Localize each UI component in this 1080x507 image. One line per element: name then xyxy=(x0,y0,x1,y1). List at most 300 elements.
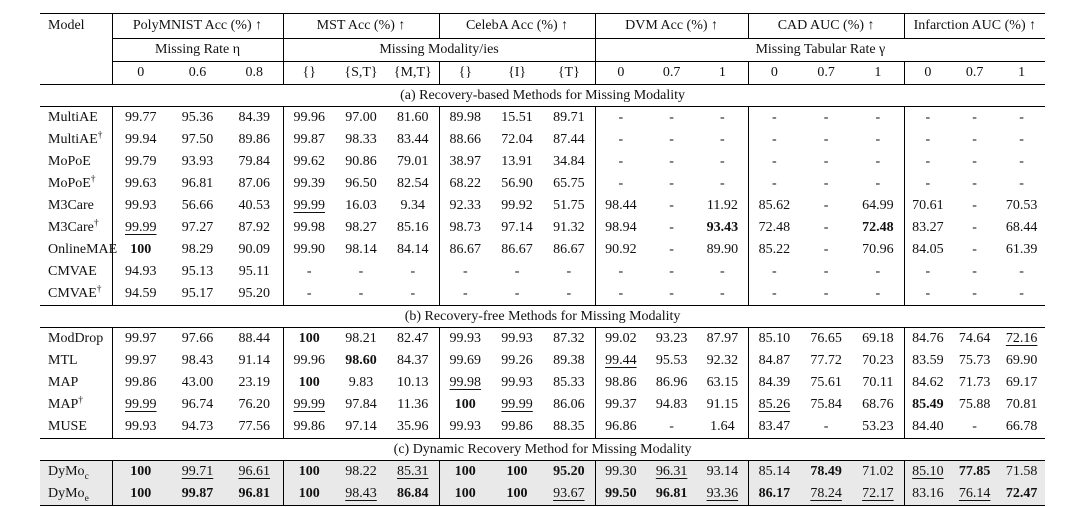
metric-cell xyxy=(595,372,646,394)
metric-value: 53.23 xyxy=(862,419,894,434)
tick-header: 0 xyxy=(112,62,169,85)
metric-cell xyxy=(169,107,226,130)
metric-cell xyxy=(335,261,387,283)
metric-value: 99.99 xyxy=(293,397,326,412)
metric-cell xyxy=(697,217,748,239)
metric-cell xyxy=(904,129,951,151)
metric-cell xyxy=(748,129,800,151)
table-row xyxy=(40,350,1045,372)
metric-value: 70.81 xyxy=(1005,397,1038,412)
metric-value: - xyxy=(823,132,829,147)
metric-cell xyxy=(439,129,491,151)
metric-cell xyxy=(335,416,387,439)
dagger-mark: † xyxy=(93,218,99,229)
metric-cell xyxy=(543,416,595,439)
metric-cell xyxy=(595,173,646,195)
metric-cell xyxy=(491,350,543,372)
metric-cell xyxy=(595,217,646,239)
model-name: ModDrop xyxy=(48,331,104,346)
metric-value: 72.48 xyxy=(862,220,894,235)
metric-cell xyxy=(439,350,491,372)
metric-value: 56.66 xyxy=(181,198,214,213)
metric-cell xyxy=(543,107,595,130)
tick-header: {M,T} xyxy=(387,62,439,85)
group-header-2: MST Acc (%) ↑ xyxy=(283,14,439,39)
metric-cell xyxy=(697,350,748,372)
metric-value: - xyxy=(772,264,777,279)
metric-value: - xyxy=(823,198,829,213)
metric-value: 100 xyxy=(130,486,152,501)
metric-cell xyxy=(283,461,335,484)
metric-value: 70.23 xyxy=(862,353,894,368)
metric-value: 100 xyxy=(506,464,528,479)
metric-value: 100 xyxy=(130,242,152,257)
metric-cell xyxy=(800,107,852,130)
metric-cell xyxy=(998,151,1045,173)
metric-cell xyxy=(800,173,852,195)
section-band xyxy=(40,85,1045,107)
metric-cell xyxy=(387,283,439,306)
metric-value: 99.99 xyxy=(501,397,533,412)
metric-cell xyxy=(904,372,951,394)
metric-value: 70.53 xyxy=(1005,198,1038,213)
metric-cell xyxy=(439,151,491,173)
metric-value: 99.94 xyxy=(125,132,157,147)
metric-cell xyxy=(169,261,226,283)
metric-cell xyxy=(852,483,904,506)
model-name: MoPoE xyxy=(48,154,91,169)
metric-value: 99.99 xyxy=(293,198,326,213)
metric-value: - xyxy=(669,242,674,257)
subheader-2: Missing Modality/ies xyxy=(283,39,595,62)
metric-cell xyxy=(951,394,998,416)
metric-value: - xyxy=(669,154,674,169)
metric-value: 70.11 xyxy=(862,375,894,390)
table-row xyxy=(40,129,1045,151)
metric-value: 99.26 xyxy=(501,353,533,368)
table-row xyxy=(40,217,1045,239)
metric-value: 38.97 xyxy=(449,154,482,169)
metric-value: - xyxy=(925,132,931,147)
metric-value: - xyxy=(720,176,725,191)
metric-cell xyxy=(852,416,904,439)
metric-cell xyxy=(904,283,951,306)
metric-cell xyxy=(951,483,998,506)
metric-value: 68.76 xyxy=(862,397,894,412)
metric-cell xyxy=(852,461,904,484)
metric-cell xyxy=(335,173,387,195)
metric-cell xyxy=(387,107,439,130)
metric-cell xyxy=(439,372,491,394)
metric-value: - xyxy=(618,110,624,125)
metric-cell xyxy=(904,416,951,439)
metric-cell xyxy=(748,217,800,239)
metric-cell xyxy=(998,461,1045,484)
table-row xyxy=(40,416,1045,439)
model-name: MUSE xyxy=(48,419,87,434)
metric-cell xyxy=(169,283,226,306)
table-row xyxy=(40,195,1045,217)
metric-cell xyxy=(169,372,226,394)
metric-cell xyxy=(951,107,998,130)
metric-cell xyxy=(998,328,1045,351)
metric-cell xyxy=(904,239,951,261)
metric-value: 96.86 xyxy=(605,419,637,434)
metric-cell xyxy=(998,129,1045,151)
metric-cell xyxy=(112,483,169,506)
metric-cell xyxy=(335,328,387,351)
metric-cell xyxy=(646,350,697,372)
metric-cell xyxy=(595,239,646,261)
metric-value: 70.96 xyxy=(862,242,894,257)
metric-cell xyxy=(283,129,335,151)
metric-cell xyxy=(800,217,852,239)
metric-cell xyxy=(998,261,1045,283)
metric-cell xyxy=(998,217,1045,239)
metric-value: - xyxy=(720,154,725,169)
metric-value: 78.49 xyxy=(810,464,842,479)
metric-cell xyxy=(226,239,283,261)
metric-cell xyxy=(800,261,852,283)
metric-value: - xyxy=(669,110,674,125)
metric-value: - xyxy=(925,154,931,169)
metric-value: 86.67 xyxy=(449,242,482,257)
metric-cell xyxy=(852,195,904,217)
metric-value: - xyxy=(306,264,312,279)
metric-cell xyxy=(748,461,800,484)
metric-value: 87.06 xyxy=(238,176,270,191)
metric-cell xyxy=(646,239,697,261)
metric-value: 99.87 xyxy=(181,486,214,501)
metric-cell xyxy=(226,173,283,195)
metric-cell xyxy=(283,239,335,261)
metric-cell xyxy=(112,328,169,351)
metric-cell xyxy=(169,394,226,416)
metric-cell xyxy=(646,416,697,439)
metric-cell xyxy=(543,283,595,306)
metric-cell xyxy=(491,283,543,306)
metric-cell xyxy=(852,129,904,151)
metric-cell xyxy=(646,394,697,416)
metric-value: 89.86 xyxy=(238,132,270,147)
metric-value: 15.51 xyxy=(501,110,533,125)
table-row xyxy=(40,151,1045,173)
metric-value: 98.94 xyxy=(605,220,637,235)
metric-value: 93.23 xyxy=(655,331,688,346)
metric-value: 99.71 xyxy=(181,464,214,479)
metric-value: 72.04 xyxy=(501,132,533,147)
metric-cell xyxy=(646,372,697,394)
metric-value: - xyxy=(972,264,977,279)
metric-value: 97.66 xyxy=(181,331,214,346)
tick-header: 0.7 xyxy=(800,62,852,85)
metric-cell xyxy=(226,461,283,484)
dagger-mark: † xyxy=(97,130,103,141)
metric-value: 99.69 xyxy=(449,353,482,368)
metric-value: - xyxy=(823,220,829,235)
metric-cell xyxy=(800,195,852,217)
table-row xyxy=(40,173,1045,195)
metric-value: 100 xyxy=(454,486,476,501)
metric-cell xyxy=(697,372,748,394)
metric-cell xyxy=(998,195,1045,217)
metric-cell xyxy=(387,372,439,394)
metric-value: - xyxy=(618,154,624,169)
metric-value: 99.96 xyxy=(293,110,326,125)
metric-value: 85.62 xyxy=(758,198,791,213)
metric-value: - xyxy=(410,264,416,279)
metric-value: 90.86 xyxy=(345,154,377,169)
metric-value: 84.62 xyxy=(912,375,944,390)
metric-cell xyxy=(595,151,646,173)
metric-value: - xyxy=(972,242,977,257)
metric-cell xyxy=(951,416,998,439)
metric-cell xyxy=(491,483,543,506)
metric-cell xyxy=(748,107,800,130)
metric-value: - xyxy=(875,176,881,191)
metric-value: 23.19 xyxy=(238,375,270,390)
metric-value: 91.15 xyxy=(706,397,739,412)
metric-cell xyxy=(283,261,335,283)
metric-cell xyxy=(904,328,951,351)
dagger-mark: † xyxy=(90,174,96,185)
metric-value: 97.84 xyxy=(345,397,377,412)
metric-value: 96.81 xyxy=(655,486,688,501)
metric-value: 99.99 xyxy=(125,397,157,412)
metric-cell xyxy=(904,350,951,372)
metric-value: - xyxy=(772,110,777,125)
metric-value: 13.91 xyxy=(501,154,533,169)
metric-value: - xyxy=(358,286,364,301)
metric-cell xyxy=(800,129,852,151)
metric-value: 98.14 xyxy=(345,242,377,257)
metric-cell xyxy=(169,350,226,372)
metric-value: 99.44 xyxy=(605,353,637,368)
metric-value: 88.35 xyxy=(553,419,585,434)
metric-value: 97.50 xyxy=(181,132,214,147)
section-title: (b) Recovery-free Methods for Missing Modality xyxy=(40,306,1045,328)
metric-cell xyxy=(646,173,697,195)
metric-cell xyxy=(543,372,595,394)
metric-cell xyxy=(169,416,226,439)
metric-value: 98.29 xyxy=(181,242,214,257)
table-row xyxy=(40,461,1045,484)
metric-value: 99.93 xyxy=(449,331,482,346)
metric-cell xyxy=(283,217,335,239)
metric-cell xyxy=(491,151,543,173)
subheader-3: Missing Tabular Rate γ xyxy=(595,39,1045,62)
metric-cell xyxy=(112,350,169,372)
metric-cell xyxy=(748,350,800,372)
metric-value: 99.50 xyxy=(605,486,637,501)
model-name: MAP† xyxy=(48,395,84,412)
metric-value: 77.85 xyxy=(958,464,991,479)
metric-value: 91.14 xyxy=(238,353,270,368)
metric-value: 85.16 xyxy=(397,220,429,235)
metric-value: 79.01 xyxy=(397,154,429,169)
metric-cell xyxy=(226,394,283,416)
metric-value: 87.92 xyxy=(238,220,270,235)
metric-value: - xyxy=(823,286,829,301)
metric-cell xyxy=(335,350,387,372)
metric-value: 96.61 xyxy=(238,464,270,479)
metric-cell xyxy=(697,283,748,306)
metric-cell xyxy=(387,416,439,439)
metric-cell xyxy=(748,394,800,416)
metric-cell xyxy=(748,173,800,195)
metric-value: 56.90 xyxy=(501,176,533,191)
metric-cell xyxy=(226,129,283,151)
metric-cell xyxy=(387,328,439,351)
metric-cell xyxy=(697,328,748,351)
metric-value: 83.47 xyxy=(758,419,791,434)
metric-value: 95.36 xyxy=(181,110,214,125)
metric-value: 96.50 xyxy=(345,176,377,191)
metric-value: 97.27 xyxy=(181,220,214,235)
metric-value: 75.84 xyxy=(810,397,842,412)
metric-value: 100 xyxy=(298,375,320,390)
model-name: DyMo$_c$ xyxy=(40,461,112,484)
metric-cell xyxy=(951,195,998,217)
metric-cell xyxy=(387,239,439,261)
metric-value: - xyxy=(875,286,881,301)
model-name: MoPoE† xyxy=(48,174,96,191)
metric-value: 99.86 xyxy=(501,419,533,434)
metric-value: 90.92 xyxy=(605,242,637,257)
metric-value: - xyxy=(669,419,674,434)
metric-value: 94.59 xyxy=(125,286,157,301)
metric-cell xyxy=(387,173,439,195)
metric-cell xyxy=(491,217,543,239)
metric-value: 84.37 xyxy=(397,353,429,368)
section-title: (a) Recovery-based Methods for Missing Modality xyxy=(40,85,1045,107)
subheader-1: Missing Rate η xyxy=(112,39,283,62)
metric-value: 87.44 xyxy=(553,132,585,147)
metric-cell xyxy=(646,283,697,306)
metric-cell xyxy=(998,283,1045,306)
tick-header: {T} xyxy=(543,62,595,85)
metric-value: - xyxy=(972,110,977,125)
metric-cell xyxy=(852,372,904,394)
metric-value: - xyxy=(875,132,881,147)
metric-value: 99.87 xyxy=(293,132,326,147)
tick-header: 0 xyxy=(904,62,951,85)
metric-cell xyxy=(112,151,169,173)
metric-value: - xyxy=(462,264,468,279)
metric-cell xyxy=(226,107,283,130)
metric-value: 85.31 xyxy=(397,464,429,479)
metric-value: 100 xyxy=(454,464,476,479)
metric-cell xyxy=(112,239,169,261)
metric-value: 88.66 xyxy=(449,132,482,147)
metric-cell xyxy=(543,195,595,217)
metric-cell xyxy=(112,195,169,217)
metric-cell xyxy=(439,173,491,195)
metric-cell xyxy=(439,483,491,506)
metric-cell xyxy=(852,394,904,416)
model-column-header: Model xyxy=(40,14,112,85)
metric-value: 10.13 xyxy=(397,375,429,390)
metric-value: 97.14 xyxy=(345,419,377,434)
metric-cell xyxy=(335,283,387,306)
metric-cell xyxy=(852,239,904,261)
metric-cell xyxy=(951,283,998,306)
metric-cell xyxy=(169,483,226,506)
metric-cell xyxy=(748,261,800,283)
metric-value: - xyxy=(720,264,725,279)
metric-value: 93.93 xyxy=(181,154,214,169)
metric-cell xyxy=(998,239,1045,261)
metric-cell xyxy=(283,394,335,416)
metric-cell xyxy=(226,483,283,506)
metric-value: 92.32 xyxy=(706,353,739,368)
metric-value: 83.44 xyxy=(397,132,429,147)
metric-cell xyxy=(491,328,543,351)
table-row xyxy=(40,283,1045,306)
table-body xyxy=(40,85,1045,506)
metric-value: 71.58 xyxy=(1005,464,1038,479)
metric-value: 99.63 xyxy=(125,176,157,191)
metric-value: - xyxy=(972,198,977,213)
metric-value: 95.20 xyxy=(238,286,270,301)
metric-cell xyxy=(800,151,852,173)
metric-cell xyxy=(852,217,904,239)
metric-value: 84.40 xyxy=(912,419,944,434)
metric-cell xyxy=(226,328,283,351)
metric-value: - xyxy=(925,176,931,191)
table-row xyxy=(40,328,1045,351)
metric-cell xyxy=(852,328,904,351)
metric-value: 98.33 xyxy=(345,132,377,147)
metric-cell xyxy=(335,483,387,506)
metric-cell xyxy=(852,107,904,130)
metric-cell xyxy=(543,483,595,506)
metric-cell xyxy=(387,129,439,151)
metric-value: 99.93 xyxy=(501,375,533,390)
metric-value: 99.86 xyxy=(293,419,326,434)
metric-value: - xyxy=(823,419,829,434)
metric-cell xyxy=(748,151,800,173)
metric-value: 84.05 xyxy=(912,242,944,257)
metric-value: - xyxy=(618,132,624,147)
metric-value: - xyxy=(772,132,777,147)
metric-cell xyxy=(646,129,697,151)
metric-value: 98.73 xyxy=(449,220,482,235)
metric-cell xyxy=(697,394,748,416)
group-header-6: Infarction AUC (%) ↑ xyxy=(904,14,1045,39)
metric-value: 75.88 xyxy=(958,397,991,412)
metric-value: 93.67 xyxy=(553,486,585,501)
metric-cell xyxy=(226,261,283,283)
model-name: M3Care† xyxy=(48,218,99,235)
metric-cell xyxy=(439,217,491,239)
metric-cell xyxy=(904,461,951,484)
metric-cell xyxy=(226,416,283,439)
metric-value: 40.53 xyxy=(238,198,270,213)
metric-value: 99.90 xyxy=(293,242,326,257)
metric-value: 11.36 xyxy=(397,397,429,412)
metric-value: 99.98 xyxy=(293,220,326,235)
metric-value: 34.84 xyxy=(553,154,585,169)
metric-cell xyxy=(226,283,283,306)
metric-value: 99.77 xyxy=(125,110,157,125)
metric-cell xyxy=(387,350,439,372)
metric-value: 96.74 xyxy=(181,397,214,412)
metric-cell xyxy=(335,129,387,151)
metric-value: - xyxy=(772,176,777,191)
metric-value: - xyxy=(618,286,624,301)
metric-value: 70.61 xyxy=(912,198,944,213)
